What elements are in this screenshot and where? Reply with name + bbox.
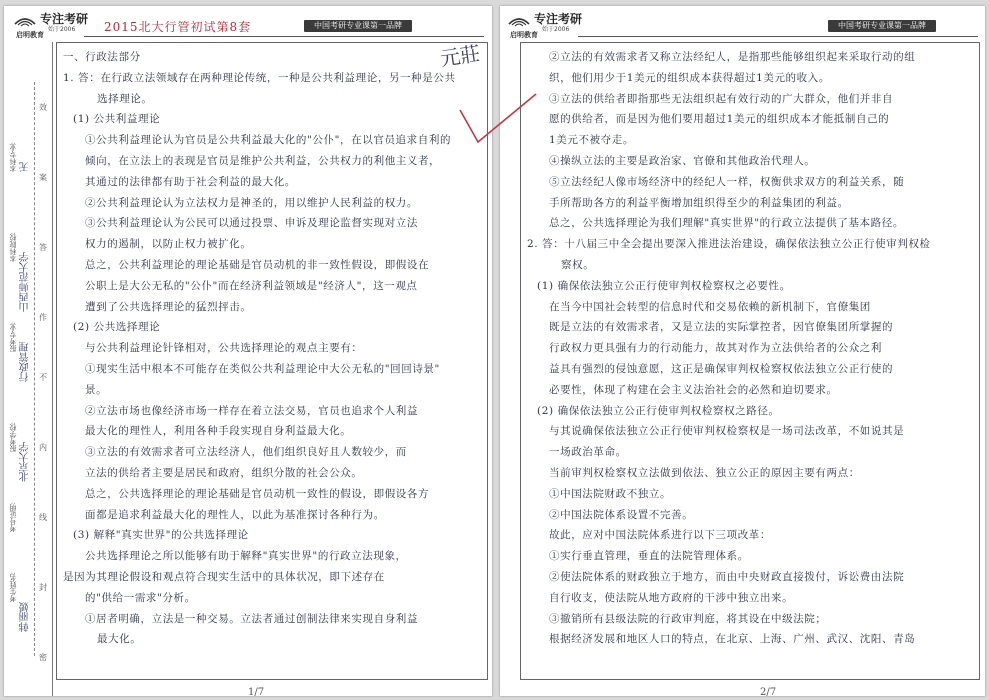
answer-line: 面都是追求利益最大化的理性人，以此为基准探讨各种行为。 <box>85 508 385 521</box>
answer-line: 自行收支，使法院从地方政府的干涉中独立出来。 <box>549 591 794 604</box>
answer-line: 倾向，在立法上的表现是官员是维护公共利益，公共权力的利他主义者， <box>85 154 441 167</box>
seal-char: 作 <box>39 313 47 322</box>
answer-line: ①实行垂直管理，垂直的法院管理体系。 <box>549 550 749 563</box>
answer-line: 其通过的法律都有助于社会利益的最大化。 <box>85 175 296 188</box>
page-number: 1/7 <box>248 687 265 698</box>
answer-line: ②中国法院体系设置不完善。 <box>549 508 694 521</box>
right-writing-area <box>520 42 980 680</box>
answer-line: ①现实生活中根本不可能存在类似公共利益理论中大公无私的"回回诗景" <box>85 362 440 375</box>
answer-line: ②公共利益理论认为立法权力是神圣的，用以维护人民利益的权力。 <box>85 196 418 209</box>
answer-line: 手所帮助各方的利益平衡增加组织得至少的利益集团的利益。 <box>549 196 849 209</box>
answer-line: 公职上是大公无私的"公仆"而在经济利益领域是"经济人"，这一观点 <box>85 279 418 292</box>
grader-note: 元莊 <box>438 41 482 71</box>
logo-icon <box>14 12 36 28</box>
answer-line: 察权。 <box>561 258 595 271</box>
answer-line: ③公共利益理论认为公民可以通过投票、申诉及理论监督实现对立法 <box>85 217 418 230</box>
answer-line: ①居者明确，立法是一种交易。立法者通过创制法律来实现自身利益 <box>85 612 418 625</box>
answer-line: 公共选择理论之所以能够有助于解释"真实世界"的行政立法现象， <box>85 550 407 563</box>
handwritten-title: 2015北大行管初试第8套 <box>104 20 252 34</box>
answer-line: 与公共利益理论针锋相对，公共选择理论的观点主要有： <box>85 342 363 355</box>
brand-name: 专注考研 <box>40 12 89 26</box>
college-value: 山西师范大学 <box>20 252 31 312</box>
right-answer-text <box>521 43 979 654</box>
answer-line: ⑤立法经纪人像市场经济中的经纪人一样，权衡供求双方的利益关系，随 <box>549 175 905 188</box>
answer-line: 必要性，体现了构建在会主义法治社会的必然和迫切要求。 <box>549 383 838 396</box>
answer-line: 一、行政法部分 <box>63 51 141 63</box>
header-rule <box>84 36 484 37</box>
answer-line: 一场政治革命。 <box>549 446 627 459</box>
seal-char: 答 <box>39 243 47 252</box>
answer-line: ③立法的供给者即指那些无法组织起有效行动的广大群众，他们并非自 <box>549 92 894 105</box>
answer-line: 景。 <box>85 383 108 396</box>
seal-char: 线 <box>39 513 47 522</box>
right-header <box>508 12 978 42</box>
school-value: 北京大学 <box>20 442 31 482</box>
name-value: 韩丽媛 <box>20 602 31 632</box>
answer-line: 1美元不被夺走。 <box>549 134 634 147</box>
seal-dash-line <box>34 82 35 656</box>
brand-year: 始于2006 <box>48 26 76 33</box>
edu-name: 启明教育 <box>510 31 538 39</box>
answer-line: 选择理论。 <box>97 92 153 105</box>
answer-line: ③立法的有效需求者可立法经济人，他们组织良好且人数较少，而 <box>85 446 407 459</box>
answer-line: 既是立法的有效需求者，又是立法的实际掌控者，因官僚集团所掌握的 <box>549 321 894 334</box>
answer-line: 立法的供给者主要是居民和政府，组织分散的社会公众。 <box>85 466 363 479</box>
seal-char: 密 <box>39 653 47 662</box>
answer-line: 与其说确保依法独立公正行使审判权检察权是一场司法改革，不如说其是 <box>549 425 905 438</box>
grader-check-mark <box>450 90 540 150</box>
right-answer-sheet <box>500 6 985 696</box>
answer-line: (3) 解释"真实世界"的公共选择理论 <box>73 529 249 542</box>
answer-line: 织，他们用少于1美元的组织成本获得超过1美元的收入。 <box>549 71 830 84</box>
slogan-bar: 中国考研专业课第一品牌 <box>828 20 936 32</box>
seal-char: 案 <box>39 173 47 182</box>
answer-line: 1. 答：在行政立法领域存在两种理论传统，一种是公共利益理论，另一种是公共 <box>63 71 456 84</box>
major2-label: 本科专业: <box>9 142 17 173</box>
answer-line: (1) 公共利益理论 <box>73 113 161 126</box>
answer-line: 根据经济发展和地区人口的特点，在北京、上海、广州、武汉、沈阳、青岛 <box>549 633 916 646</box>
left-answer-sheet <box>4 6 492 696</box>
major-label: 报考专业: <box>9 322 17 353</box>
answer-line: 总之，公共利益理论的理论基础是官员动机的非一致性假设，即假设在 <box>85 258 430 271</box>
edu-name: 启明教育 <box>16 31 44 39</box>
id-label: 考号证明: <box>9 502 17 533</box>
answer-line: ②立法的有效需求者又称立法经纪人，是指那些能够组织起来采取行动的组 <box>549 51 916 63</box>
answer-line: 总之，公共选择理论的理论基础是官员动机一致性的假设，即假设各方 <box>85 487 430 500</box>
answer-line: (2) 公共选择理论 <box>73 321 161 334</box>
major-value: 行政管理 <box>20 342 31 382</box>
school-label: 报考学校: <box>9 422 17 453</box>
answer-line: 权力的遏制，以防止权力被扩化。 <box>85 238 252 251</box>
answer-line: 最大化的理性人，利用各种手段实现自身利益最大化。 <box>85 425 352 438</box>
answer-line: 总之，公共选择理论为我们理解"真实世界"的行政立法提供了基本路径。 <box>549 217 904 230</box>
brand-year: 始于2006 <box>542 26 570 33</box>
answer-line: 是因为其理论假设和观点符合现实生活中的具体状况，即下述存在 <box>63 570 385 583</box>
logo-icon <box>508 12 530 28</box>
answer-line: 行政权力更具强有力的行动能力，故其对作为立法供给者的公众之利 <box>549 342 882 355</box>
answer-line: 遭到了公共选择理论的猛烈抨击。 <box>85 300 252 313</box>
answer-line: ③撤销所有县级法院的行政审判庭，将其设在中级法院； <box>549 612 827 625</box>
left-answer-text <box>57 43 487 654</box>
answer-line: ①公共利益理论认为官员是公共利益最大化的"公仆"，在以官员追求自利的 <box>85 134 452 147</box>
answer-line: 2. 答：十八届三中全会提出要深入推进法治建设，确保依法独立公正行使审判权检 <box>527 238 931 251</box>
answer-line: 的"供给一需求"分析。 <box>85 591 196 604</box>
seal-char: 效 <box>39 103 47 112</box>
college-label: 本科院校: <box>9 232 17 263</box>
name-label: 考生姓名: <box>9 572 17 603</box>
answer-line: ④操纵立法的主要是政治家、官僚和其他政治代理人。 <box>549 154 816 167</box>
answer-line: 益具有强烈的侵蚀意愿，这正是确保审判权检察权依法独立公正行使的 <box>549 362 894 375</box>
answer-line: 故此，应对中国法院体系进行以下三项改革： <box>549 529 771 542</box>
left-writing-area <box>56 42 488 680</box>
seal-char: 内 <box>39 443 47 452</box>
slogan-bar: 中国考研专业课第一品牌 <box>304 20 412 32</box>
answer-line: (2) 确保依法独立公正行使审判权检察权之路径。 <box>537 404 780 417</box>
answer-line: 最大化。 <box>97 633 142 646</box>
answer-line: 在当今中国社会转型的信息时代和交易依赖的新机制下，官僚集团 <box>549 300 871 313</box>
major2-value: 无 <box>20 162 31 172</box>
answer-line: ②使法院体系的财政独立于地方，而由中央财政直接拨付，诉讼费由法院 <box>549 570 905 583</box>
brand-name: 专注考研 <box>534 12 583 26</box>
answer-line: ①中国法院财政不独立。 <box>549 487 672 500</box>
answer-line: 当前审判权检察权立法做到依法、独立公正的原因主要有两点： <box>549 466 860 479</box>
page-number: 2/7 <box>760 687 777 698</box>
answer-line: ②立法市场也像经济市场一样存在着立法交易，官员也追求个人利益 <box>85 404 418 417</box>
binding-column <box>4 42 53 696</box>
seal-char: 封 <box>39 583 47 592</box>
header-rule <box>578 36 978 37</box>
answer-line: 愿的供给者，而是因为他们要用超过1美元的组织成本才能抵制自己的 <box>549 113 890 126</box>
seal-char: 不 <box>39 373 47 382</box>
answer-line: (1) 确保依法独立公正行使审判权检察权之必要性。 <box>537 279 791 292</box>
